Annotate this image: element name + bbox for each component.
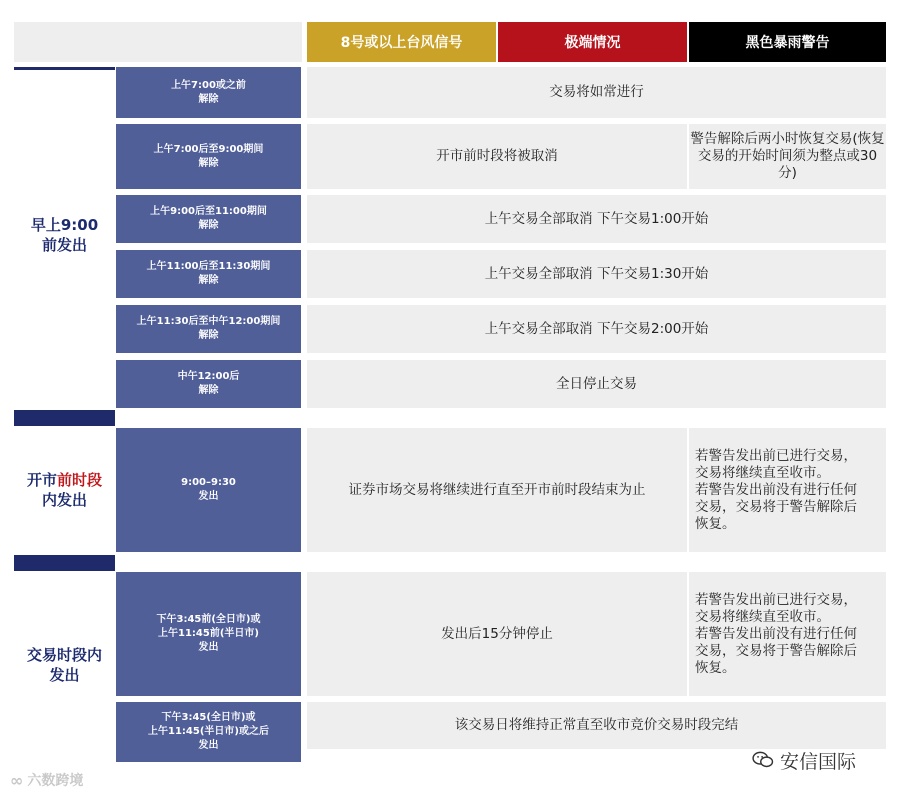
watermark-logo-icon: ∞ xyxy=(10,770,24,790)
row9-result: 该交易日将维持正常直至收市竞价交易时段完结 xyxy=(307,702,886,749)
section-label-before9: 早上9:00前发出 xyxy=(30,216,99,254)
row6-time-label: 中午12:00后 解除 xyxy=(116,360,301,408)
preopen-label-a: 开市 xyxy=(26,471,57,489)
section-bar-preopen xyxy=(14,410,115,426)
row2-rainstorm-note: 警告解除后两小时恢复交易(恢复交易的开始时间须为整点或30分) xyxy=(689,124,886,189)
header-blank-cell xyxy=(14,22,302,62)
row4-result: 上午交易全部取消 下午交易1:30开始 xyxy=(307,250,886,298)
section-label-trading: 交易时段内发出 xyxy=(26,646,102,684)
header-black-rainstorm: 黑色暴雨警告 xyxy=(689,22,886,62)
row2-time-label: 上午7:00后至9:00期间 解除 xyxy=(116,124,301,189)
section-bar-trading xyxy=(14,555,115,571)
row1-result: 交易将如常进行 xyxy=(307,67,886,118)
row5-time-label: 上午11:30后至中午12:00期间 解除 xyxy=(116,305,301,353)
watermark-right xyxy=(752,746,856,774)
row9-time-label: 下午3:45(全日市)或 上午11:45(半日市)或之后 发出 xyxy=(116,702,301,762)
watermark-left-text: 六数跨境 xyxy=(27,773,84,789)
section-label-preopen xyxy=(14,455,115,525)
row7-rainstorm-note: 若警告发出前已进行交易， 交易将继续直至收市。 若警告发出前没有进行任何 交易，交易将于警告解除后 恢复。 xyxy=(689,428,886,552)
preopen-label-red: 前时段 xyxy=(57,471,103,489)
row7-time-label: 9:00–9:30 发出 xyxy=(116,428,301,552)
row3-time-label: 上午9:00后至11:00期间 解除 xyxy=(116,195,301,243)
row8-time-label: 下午3:45前(全日市)或 上午11:45前(半日市) 发出 xyxy=(116,572,301,696)
row7-result: 证券市场交易将继续进行直至开市前时段结束为止 xyxy=(307,428,687,552)
watermark-left xyxy=(10,768,83,792)
watermark-right-text: 安信国际 xyxy=(780,750,857,773)
wechat-icon xyxy=(752,751,774,769)
row8-result: 发出后15分钟停止 xyxy=(307,572,687,696)
section-bar-before9 xyxy=(14,67,115,70)
row5-result: 上午交易全部取消 下午交易2:00开始 xyxy=(307,305,886,353)
row2-result: 开市前时段将被取消 xyxy=(307,124,687,189)
header-typhoon-signal: 8号或以上台风信号 xyxy=(307,22,496,62)
row3-result: 上午交易全部取消 下午交易1:00开始 xyxy=(307,195,886,243)
row6-result: 全日停止交易 xyxy=(307,360,886,408)
header-extreme-conditions: 极端情况 xyxy=(498,22,687,62)
preopen-label-b: 内发出 xyxy=(41,491,87,509)
row1-time-label: 上午7:00或之前 解除 xyxy=(116,67,301,118)
row4-time-label: 上午11:00后至11:30期间 解除 xyxy=(116,250,301,298)
row8-rainstorm-note: 若警告发出前已进行交易， 交易将继续直至收市。 若警告发出前没有进行任何 交易，交易将于警告解除后 恢复。 xyxy=(689,572,886,696)
